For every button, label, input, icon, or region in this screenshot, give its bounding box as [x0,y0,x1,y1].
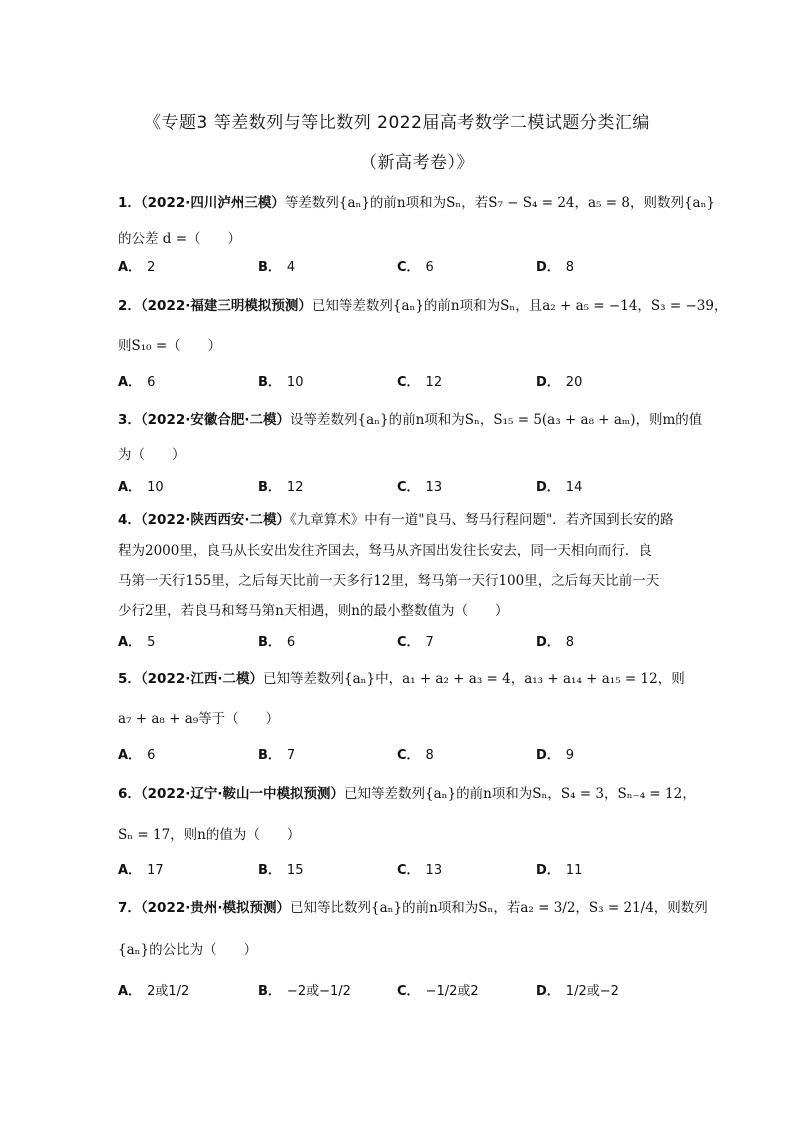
option-d: D． 1/2或−2 [536,984,619,999]
question-number: 6． [118,786,141,802]
option-c: C． 13 [397,863,443,878]
option-b: B． −2或−1/2 [258,984,351,999]
question-number: 7． [118,900,141,916]
question-1 [118,193,716,213]
question-number: 2． [118,298,141,314]
question-3 [118,410,703,430]
option-a: A． 17 [118,863,164,878]
option-c: C． −1/2或2 [397,984,479,999]
option-b: B． 4 [258,260,296,275]
question-number: 4． [118,512,141,528]
option-b: B． 12 [258,480,304,495]
question-source: （2022·陕西西安·二模） [140,512,290,528]
question-4 [118,510,678,530]
question-1-continued: 的公差 d =（ ） [118,231,242,247]
option-c: C． 7 [397,635,434,650]
option-d: D． 11 [536,863,583,878]
question-source: （2022·辽宁·鞍山一中模拟预测） [140,786,344,802]
question-number: 3． [118,412,141,428]
option-a: A． 2或1/2 [118,984,190,999]
question-stem: 设等差数列{aₙ}的前n项和为Sₙ，S₁₅ = 5(a₃ + a₈ + aₘ)，则m的值 [290,412,703,428]
question-stem: 已知等差数列{aₙ}的前n项和为Sₙ，S₄ = 3，Sₙ₋₄ = 12， [344,786,696,802]
question-3-continued: 为（ ） [118,447,186,463]
document-subtitle: （新高考卷）》 [360,153,474,173]
question-number: 1． [118,195,141,211]
question-5 [118,669,685,689]
question-4-line2: 程为2000里，良马从长安出发往齐国去，驽马从齐国出发往长安去，同一天相向而行．良 [118,543,652,559]
question-stem: 已知等差数列{aₙ}的前n项和为Sₙ，且a₂ + a₅ = −14，S₃ = −39， [311,298,728,314]
option-a: A． 2 [118,260,156,275]
option-a: A． 5 [118,635,156,650]
option-d: D． 8 [536,635,575,650]
question-6-continued: Sₙ = 17，则n的值为（ ） [118,827,301,843]
question-stem: 等差数列{aₙ}的前n项和为Sₙ，若S₇ − S₄ = 24，a₅ = 8，则数列{aₙ} [284,195,716,211]
option-d: D． 9 [536,748,575,763]
option-c: C． 13 [397,480,443,495]
question-7 [118,898,708,918]
question-6 [118,784,696,804]
question-5-continued: a₇ + a₈ + a₉等于（ ） [118,711,280,727]
option-b: B． 7 [258,748,296,763]
option-c: C． 8 [397,748,434,763]
question-number: 5． [118,671,141,687]
document-title: 《专题3 等差数列与等比数列 2022届高考数学二模试题分类汇编 [144,113,650,133]
option-a: A． 10 [118,480,164,495]
option-c: C． 12 [397,375,443,390]
question-source: （2022·安徽合肥·二模） [140,412,290,428]
option-c: C． 6 [397,260,434,275]
option-d: D． 20 [536,375,583,390]
question-source: （2022·福建三明模拟预测） [140,298,312,314]
option-b: B． 15 [258,863,304,878]
option-b: B． 10 [258,375,304,390]
option-a: A． 6 [118,375,156,390]
question-stem: 已知等比数列{aₙ}的前n项和为Sₙ，若a₂ = 3/2，S₃ = 21/4，则数列 [290,900,708,916]
question-source: （2022·贵州·模拟预测） [140,900,290,916]
question-source: （2022·江西·二模） [140,671,263,687]
option-a: A． 6 [118,748,156,763]
question-7-continued: {aₙ}的公比为（ ） [118,942,258,958]
option-d: D． 14 [536,480,583,495]
option-d: D． 8 [536,260,575,275]
question-2-continued: 则S₁₀ =（ ） [118,338,222,354]
option-b: B． 6 [258,635,296,650]
question-4-line3: 马第一天行155里，之后每天比前一天多行12里，驽马第一天行100里，之后每天比前一天 [118,573,660,589]
question-stem: 已知等差数列{aₙ}中，a₁ + a₂ + a₃ = 4，a₁₃ + a₁₄ + a₁₅ = 12，则 [263,671,685,687]
question-source: （2022·四川泸州三模） [140,195,285,211]
question-2 [118,296,728,316]
question-4-line4: 少行2里，若良马和驽马第n天相遇，则n的最小整数值为（ ） [118,603,509,619]
question-stem: 《九章算术》中有一道"良马、驽马行程问题"．若齐国到长安的路 [290,512,674,528]
